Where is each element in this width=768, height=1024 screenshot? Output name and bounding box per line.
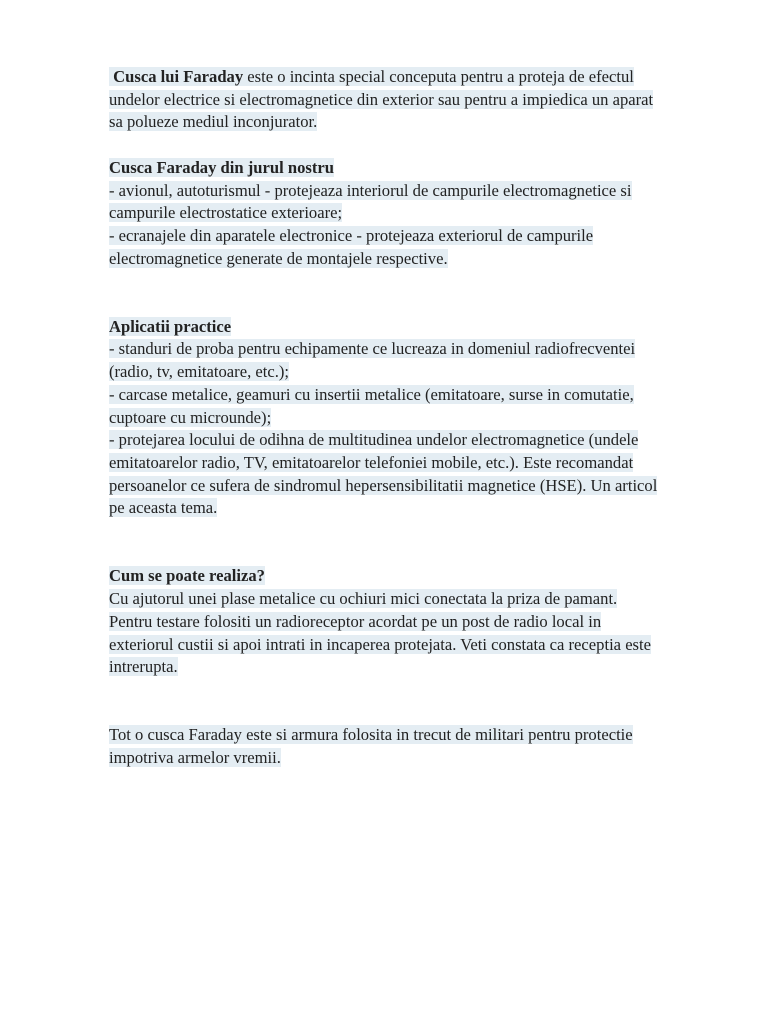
section3-line: intrerupta. [109, 657, 178, 677]
section1-line: campurile electrostatice exterioare; [109, 203, 343, 223]
section3-line: exteriorul custii si apoi intrati in incaperea protejata. Veti constata ca receptia este [109, 634, 651, 654]
intro-text: este o incinta special conceputa pentru a proteja de efectul [243, 67, 634, 86]
section2-line: - protejarea locului de odihna de multitudinea undelor electromagnetice (undele [109, 430, 639, 450]
section3-line: Pentru testare folositi un radioreceptor acordat pe un post de radio local in [109, 611, 602, 631]
intro-line-3: sa polueze mediul inconjurator. [109, 112, 318, 132]
section2-line: - carcase metalice, geamuri cu insertii metalice (emitatoare, surse in comutatie, [109, 384, 634, 404]
intro-paragraph [109, 66, 709, 134]
section3-heading: Cum se poate realiza? [109, 566, 265, 586]
section1-line: electromagnetice generate de montajele respective. [109, 248, 448, 268]
closing-line: Tot o cusca Faraday este si armura folosita in trecut de militari pentru protectie [109, 725, 633, 745]
document-page [109, 66, 709, 770]
section2-line: cuptoare cu microunde); [109, 407, 272, 427]
closing-paragraph [109, 724, 709, 769]
section-faraday-around-us [109, 157, 709, 271]
section1-line: - avionul, autoturismul - protejeaza interiorul de campurile electromagnetice si [109, 180, 632, 200]
section2-heading: Aplicatii practice [109, 316, 232, 336]
section2-line: - standuri de proba pentru echipamente ce lucreaza in domeniul radiofrecventei [109, 339, 636, 359]
intro-line-1 [109, 66, 709, 89]
section2-line: (radio, tv, emitatoare, etc.); [109, 362, 289, 382]
closing-line: impotriva armelor vremii. [109, 747, 281, 767]
intro-line-2: undelor electrice si electromagnetice din exterior sau pentru a impiedica un aparat [109, 89, 654, 109]
section1-heading: Cusca Faraday din jurul nostru [109, 157, 334, 177]
section2-line: persoanelor ce sufera de sindromul hepersensibilitatii magnetice (HSE). Un articol [109, 475, 658, 495]
intro-term: Cusca lui Faraday [113, 67, 244, 86]
section3-line: Cu ajutorul unei plase metalice cu ochiuri mici conectata la priza de pamant. [109, 589, 618, 609]
section-how-to-build [109, 565, 709, 679]
section2-line: pe aceasta tema. [109, 498, 218, 518]
section1-line: - ecranajele din aparatele electronice - protejeaza exteriorul de campurile [109, 225, 594, 245]
section-practical-applications [109, 316, 709, 520]
section2-line: emitatoarelor radio, TV, emitatoarelor telefoniei mobile, etc.). Este recomandat [109, 452, 634, 472]
